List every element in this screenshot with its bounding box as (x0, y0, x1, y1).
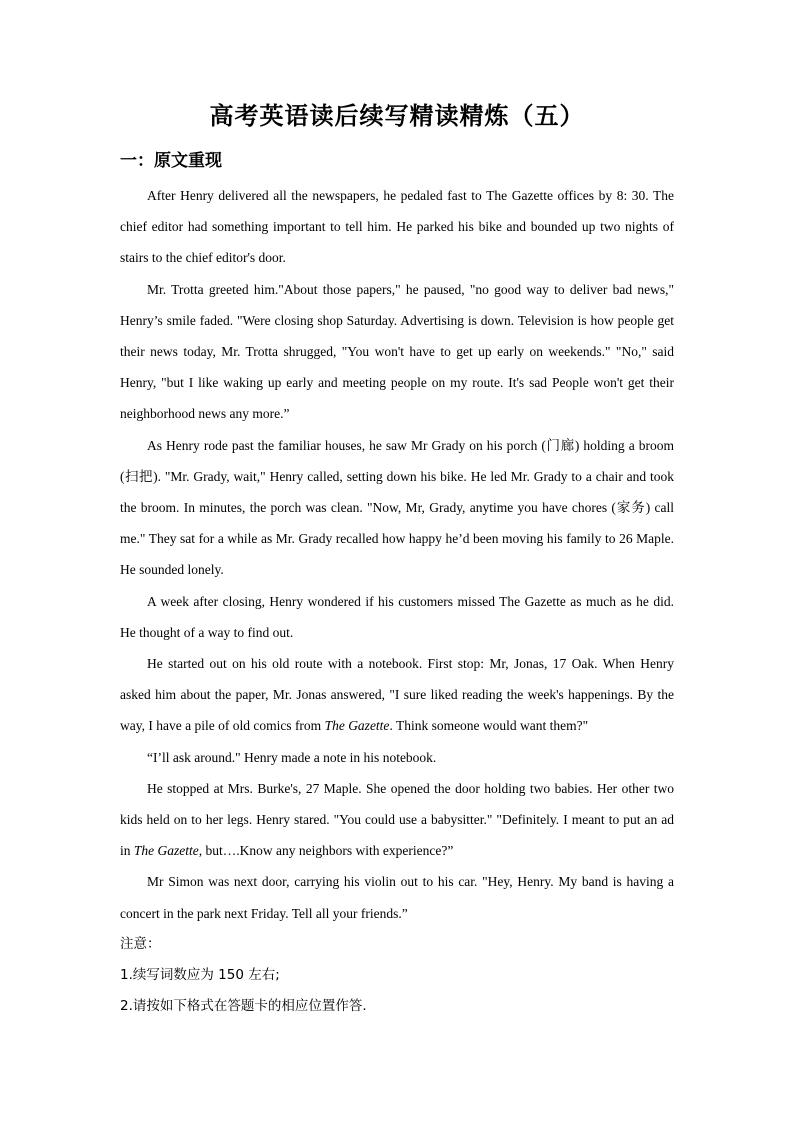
paragraph-7-italic: The Gazette (133, 843, 199, 859)
story-body (120, 180, 674, 1022)
paragraph-5-text-b: . Think someone would want them?" (389, 718, 589, 734)
paragraph-2: Mr. Trotta greeted him."About those papers," he paused, "no good way to deliver bad news," Henry’s smile faded. "Were closing shop Saturday. Advertising is down. Television is how people get their news today, Mr. Trotta shrugged, "You won't have to get up early on weekends." "No," said Henry, "but I like waking up early and meeting people on my route. It's sad People won't get their neighborhood news any more.” (120, 281, 674, 422)
notes-label: 注意： (120, 935, 161, 952)
page-title: 高考英语读后续写精读精炼（五） (209, 102, 585, 130)
paragraph-8: Mr Simon was next door, carrying his violin out to his car. "Hey, Henry. My band is having a concert in the park next Friday. Tell all your friends.” (120, 874, 674, 921)
paragraph-7 (120, 773, 674, 867)
paragraph-5 (120, 648, 674, 742)
paragraph-5-text-a: He started out on his old route with a notebook. First stop: Mr, Jonas, 17 Oak. When Henry asked him about the paper, Mr. Jonas answered, "I sure liked reading the week's happenings. By the way, I have a pile of old comics from (120, 656, 674, 734)
paragraph-6: “I’ll ask around." Henry made a note in his notebook. (147, 749, 437, 765)
paragraph-3: As Henry rode past the familiar houses, he saw Mr Grady on his porch (门廊) holding a broom (扫把). "Mr. Grady, wait," Henry called, setting down his bike. He led Mr. Grady to a chair and took the broom. In minutes, the porch was clean. "Now, Mr, Grady, anytime you have chores (家务) call me." They sat for a while as Mr. Grady recalled how happy he’d been moving his family to 26 Maple. He sounded lonely. (120, 437, 674, 578)
note-item-2: 2.请按如下格式在答题卡的相应位置作答. (120, 998, 367, 1015)
paragraph-4: A week after closing, Henry wondered if his customers missed The Gazette as much as he did. He thought of a way to find out. (120, 593, 674, 640)
note-item-1: 1.续写词数应为 150 左右; (120, 967, 280, 984)
paragraph-1: After Henry delivered all the newspapers, he pedaled fast to The Gazette offices by 8: 30. The chief editor had something important to tell him. He parked his bike and bounded up two nights of stairs to the chief editor's door. (120, 188, 674, 266)
paragraph-7-text-b: , but….Know any neighbors with experience?” (198, 843, 454, 859)
paragraph-5-italic: The Gazette (324, 718, 390, 734)
section-heading: 一：原文重现 (120, 151, 222, 171)
paragraph-7-text-a: He stopped at Mrs. Burke's, 27 Maple. She opened the door holding two babies. Her other two kids held on to her legs. Henry stared. "You could use a babysitter." "Definitely. I meant to put an ad in (120, 780, 674, 859)
